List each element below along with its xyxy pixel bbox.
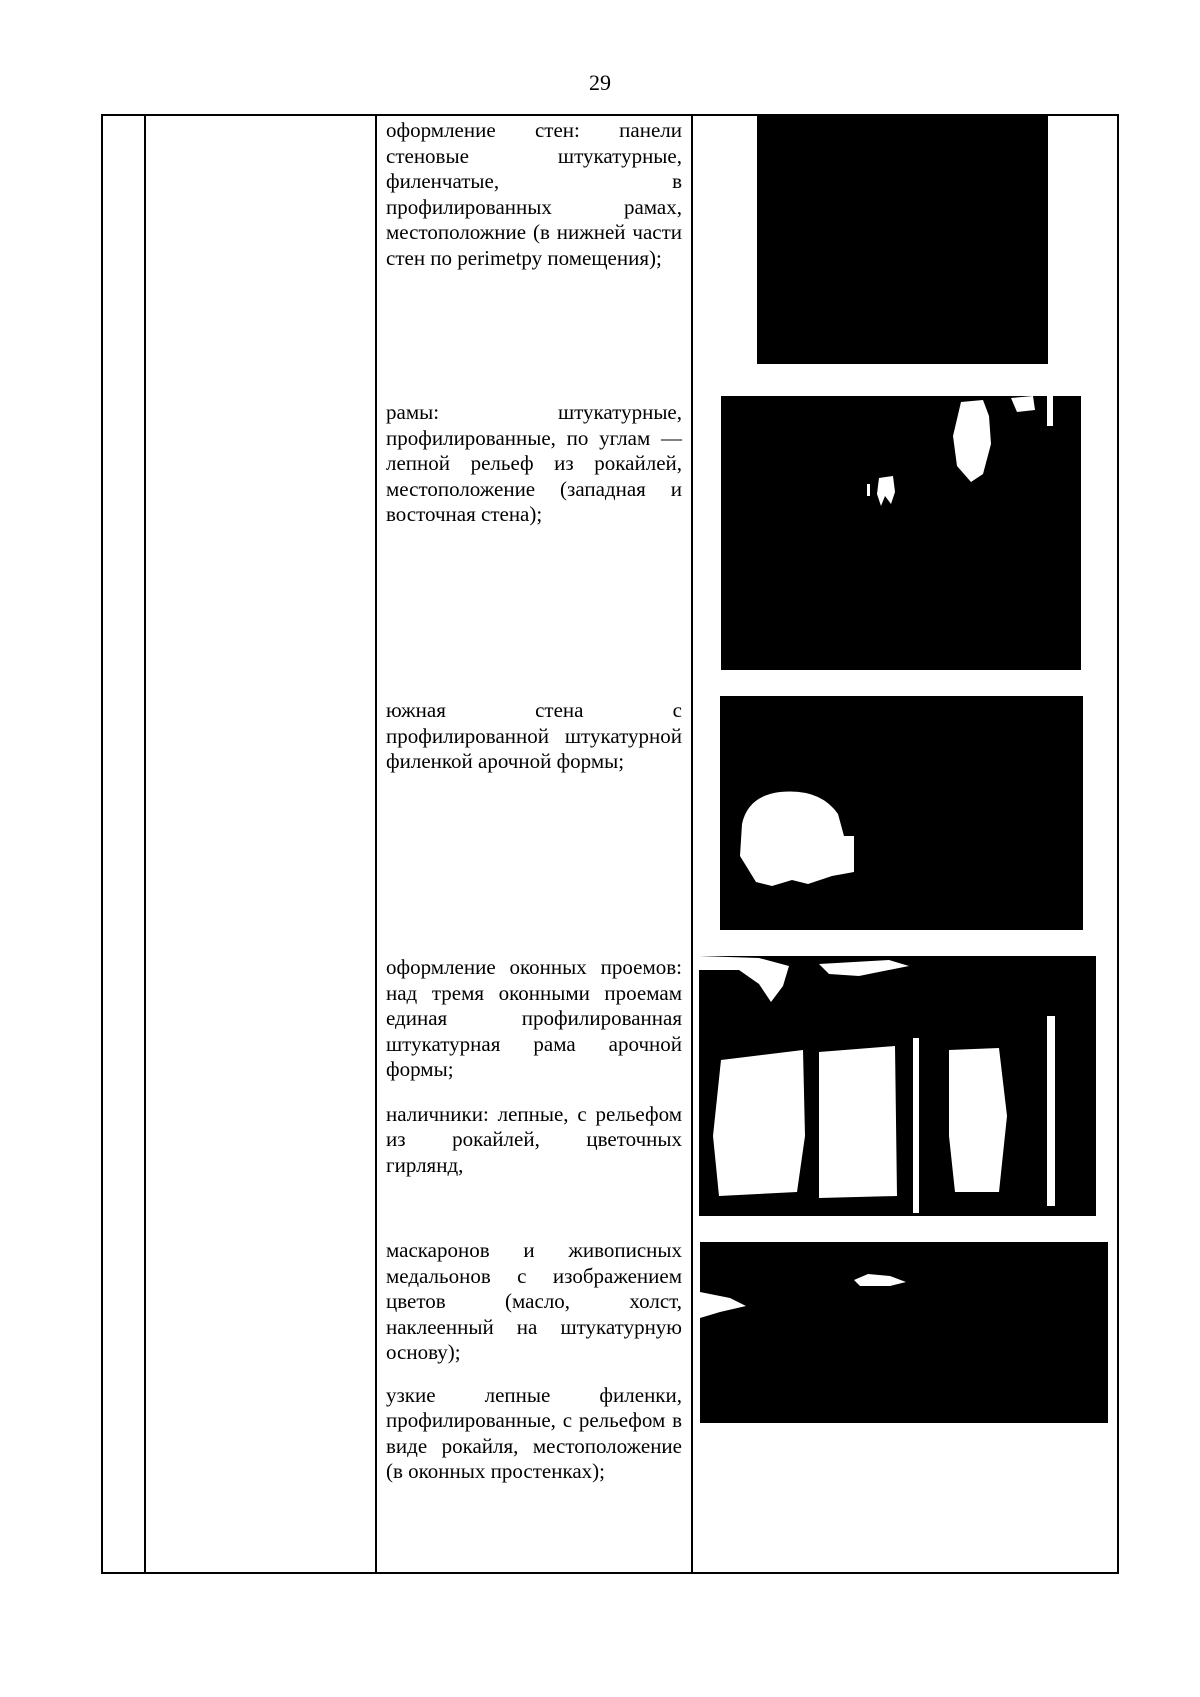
photo-window-openings: [699, 956, 1096, 1216]
paragraph: узкие лепные филенки, профилированные, с рельефом в виде рокайля, местоположение (в оконных простенках);: [386, 1382, 682, 1483]
description-wall-panels: [386, 118, 682, 271]
description-windows: [386, 955, 682, 1178]
paragraph: наличники: лепные, с рельефом из рокайлей, цветочных гирлянд,: [386, 1101, 682, 1177]
paragraph: оформление оконных проемов: над тремя оконными проемам единая профилированная штукатурная рама арочной формы;: [386, 955, 682, 1081]
paragraph: рамы: штукатурные, профилированные, по углам — лепной рельеф из рокайлей, местоположение (западная и восточная стена);: [386, 400, 682, 526]
photo-south-wall: [720, 696, 1083, 930]
paragraph: маскаронов и живописных медальонов с изображением цветов (масло, холст, наклеенный на штукатурную основу);: [386, 1238, 682, 1364]
description-mascarons: [386, 1238, 682, 1485]
column-divider-3: [691, 116, 693, 1572]
paragraph: южная стена с профилированной штукатурной филенкой арочной формы;: [386, 698, 682, 773]
description-frames: [386, 400, 682, 528]
photo-wall-panels: [757, 114, 1048, 364]
description-south-wall: [386, 698, 682, 775]
page-number: 29: [589, 70, 611, 95]
column-divider-1: [144, 116, 146, 1572]
paragraph: оформление стен: панели стеновые штукатурные, филенчатые, в профилированных рамах, местоположние (в нижней части стен по perimеtру помещения);: [386, 118, 682, 270]
photo-frames: [721, 396, 1081, 670]
photo-medallions: [700, 1242, 1108, 1423]
column-divider-2: [375, 116, 377, 1572]
